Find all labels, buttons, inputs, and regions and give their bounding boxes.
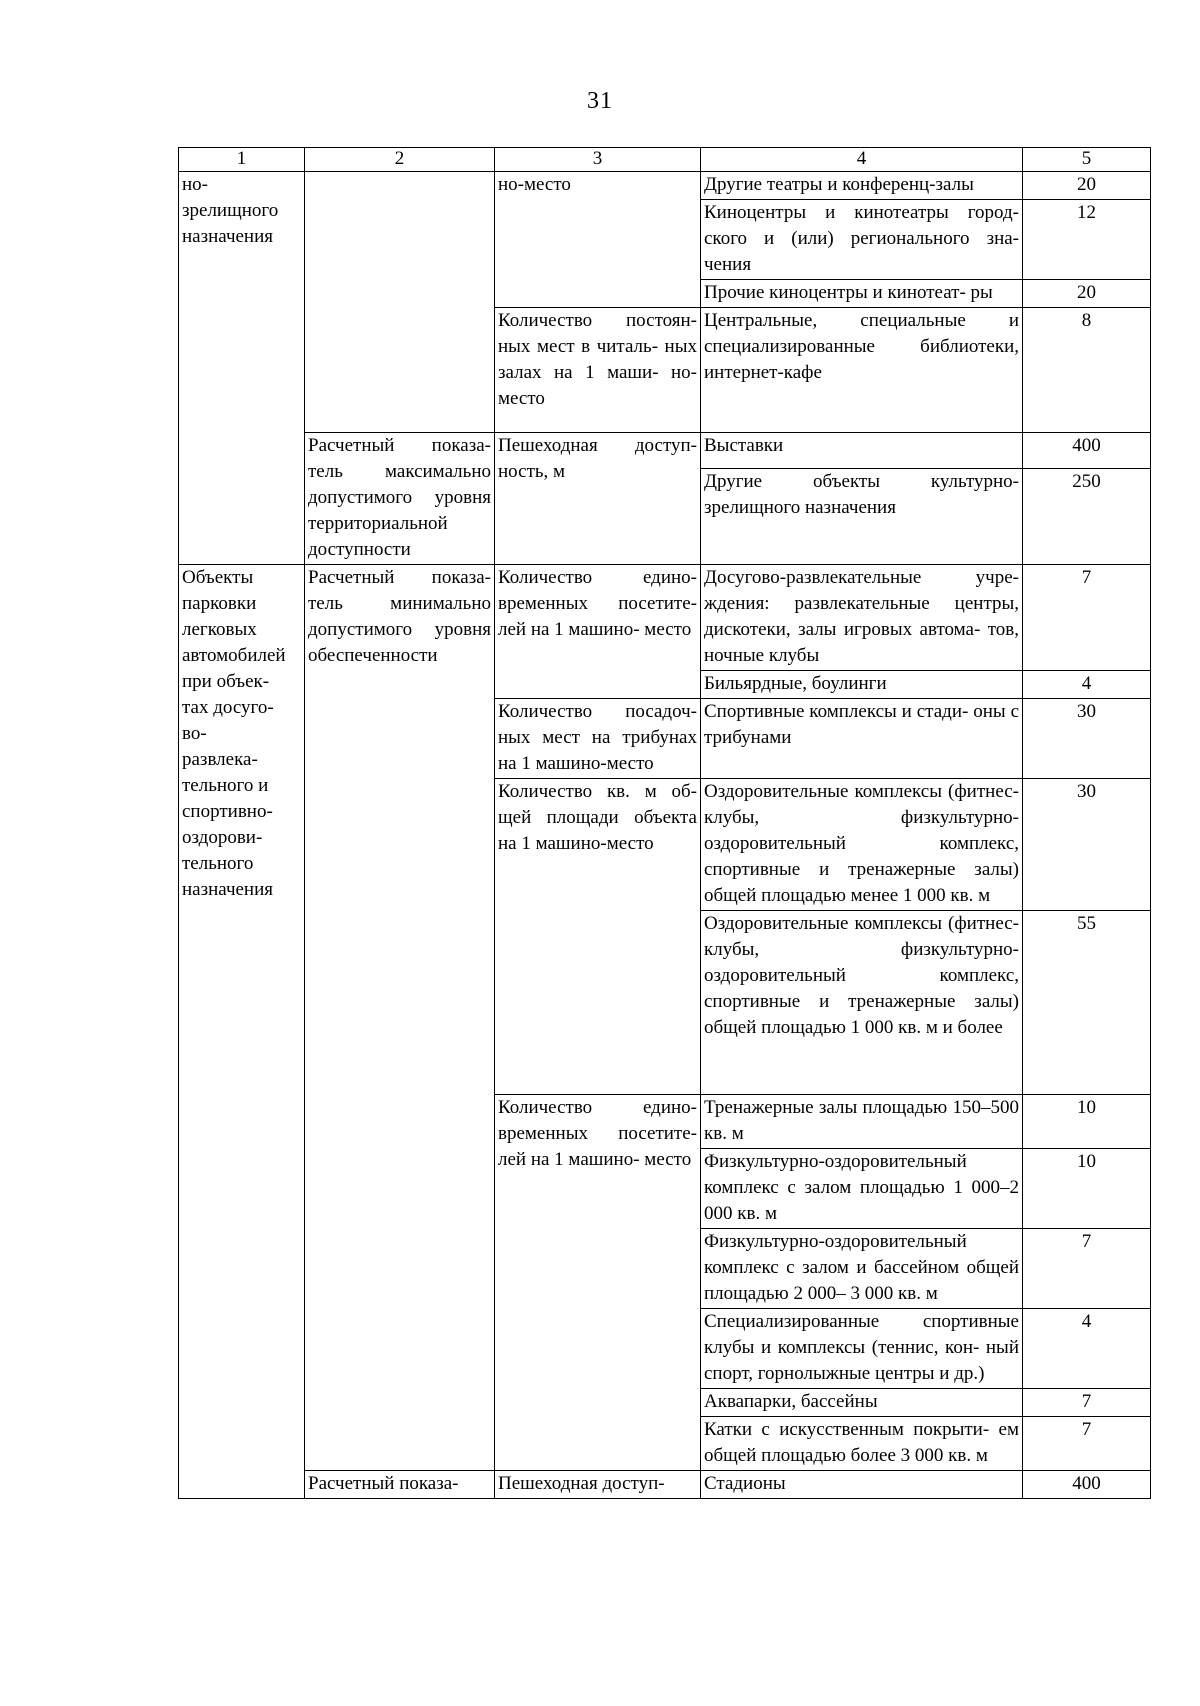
unit-cell: Количество кв. м об- щей площади объекта на 1 машино-место [495, 779, 701, 1095]
value-cell: 7 [1023, 565, 1151, 671]
table-row [179, 172, 1151, 200]
value-cell: 55 [1023, 911, 1151, 1095]
table-row [179, 565, 1151, 671]
indicator-cell: Расчетный показа- тель максимально допустимого уровня территориальной доступности [305, 433, 495, 565]
value-cell: 400 [1023, 433, 1151, 469]
object-name-cell: Прочие киноцентры и кинотеат- ры [701, 280, 1023, 308]
header-cell: 5 [1023, 148, 1151, 172]
value-cell: 250 [1023, 469, 1151, 565]
value-cell: 20 [1023, 172, 1151, 200]
value-cell: 10 [1023, 1095, 1151, 1149]
object-name-cell: Физкультурно-оздоровительный комплекс с залом и бассейном общей площадью 2 000– 3 000 кв. м [701, 1229, 1023, 1309]
object-name-cell: Бильярдные, боулинги [701, 671, 1023, 699]
object-type-cell: но- зрелищного назначения [179, 172, 305, 565]
object-name-cell: Специализированные спортивные клубы и комплексы (теннис, кон- ный спорт, горнолыжные центры и др.) [701, 1309, 1023, 1389]
value-cell: 30 [1023, 779, 1151, 911]
table-row [179, 1471, 1151, 1499]
object-name-cell: Другие объекты культурно- зрелищного назначения [701, 469, 1023, 565]
object-name-cell: Другие театры и конференц-залы [701, 172, 1023, 200]
object-name-cell: Киноцентры и кинотеатры город- ского и (или) регионального зна- чения [701, 200, 1023, 280]
indicator-cell [305, 172, 495, 433]
object-name-cell: Оздоровительные комплексы (фитнес-клубы, физкультурно- оздоровительный комплекс, спортивные и тренажерные залы) общей площадью 1 000 кв. м и более [701, 911, 1023, 1095]
header-row [179, 148, 1151, 172]
value-cell: 8 [1023, 308, 1151, 433]
value-cell: 20 [1023, 280, 1151, 308]
unit-cell: но-место [495, 172, 701, 308]
value-cell: 10 [1023, 1149, 1151, 1229]
indicator-cell: Расчетный показа- тель минимально допустимого уровня обеспеченности [305, 565, 495, 1471]
value-cell: 7 [1023, 1389, 1151, 1417]
value-cell: 7 [1023, 1417, 1151, 1471]
value-cell: 400 [1023, 1471, 1151, 1499]
unit-cell: Количество едино- временных посетите- лей на 1 машино- место [495, 565, 701, 699]
indicator-cell: Расчетный показа- [305, 1471, 495, 1499]
value-cell: 30 [1023, 699, 1151, 779]
header-cell: 4 [701, 148, 1023, 172]
unit-cell: Пешеходная доступ- ность, м [495, 433, 701, 565]
object-type-cell: Объекты парковки легковых автомобилей при объек- тах досуго- во- развлека- тельного и спортивно- оздорови- тельного назначения [179, 565, 305, 1499]
table-row [179, 433, 1151, 469]
unit-cell: Количество едино- временных посетите- лей на 1 машино- место [495, 1095, 701, 1471]
header-cell: 3 [495, 148, 701, 172]
object-name-cell: Выставки [701, 433, 1023, 469]
unit-cell: Количество посадоч- ных мест на трибунах на 1 машино-место [495, 699, 701, 779]
header-cell: 2 [305, 148, 495, 172]
object-name-cell: Тренажерные залы площадью 150–500 кв. м [701, 1095, 1023, 1149]
object-name-cell: Катки с искусственным покрыти- ем общей площадью более 3 000 кв. м [701, 1417, 1023, 1471]
object-name-cell: Физкультурно-оздоровительный комплекс с залом площадью 1 000–2 000 кв. м [701, 1149, 1023, 1229]
object-name-cell: Оздоровительные комплексы (фитнес-клубы, физкультурно- оздоровительный комплекс, спортивные и тренажерные залы) общей площадью менее 1 000 кв. м [701, 779, 1023, 911]
unit-cell: Пешеходная доступ- [495, 1471, 701, 1499]
object-name-cell: Центральные, специальные и специализированные библиотеки, интернет-кафе [701, 308, 1023, 433]
object-name-cell: Досугово-развлекательные учре- ждения: развлекательные центры, дискотеки, залы игровых автома- тов, ночные клубы [701, 565, 1023, 671]
header-cell: 1 [179, 148, 305, 172]
object-name-cell: Спортивные комплексы и стади- оны с трибунами [701, 699, 1023, 779]
object-name-cell: Стадионы [701, 1471, 1023, 1499]
page-number: 31 [587, 88, 613, 114]
value-cell: 7 [1023, 1229, 1151, 1309]
value-cell: 4 [1023, 671, 1151, 699]
object-name-cell: Аквапарки, бассейны [701, 1389, 1023, 1417]
value-cell: 4 [1023, 1309, 1151, 1389]
norms-table [178, 147, 1151, 1499]
unit-cell: Количество постоян- ных мест в читаль- ных залах на 1 маши- но-место [495, 308, 701, 433]
value-cell: 12 [1023, 200, 1151, 280]
